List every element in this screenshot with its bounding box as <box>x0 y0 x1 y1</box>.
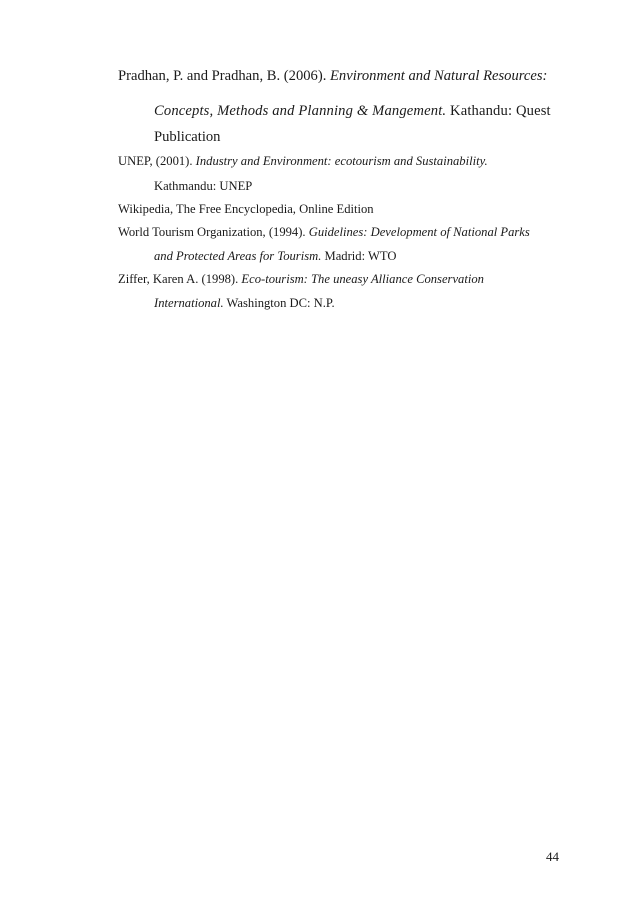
reference-publisher: Kathmandu: UNEP <box>154 179 253 193</box>
reference-publisher: Madrid: WTO <box>321 249 397 263</box>
reference-ziffer-line1 <box>118 273 484 286</box>
reference-authors: UNEP, (2001). <box>118 154 196 168</box>
reference-title: International. <box>154 296 224 310</box>
reference-title: Concepts, Methods and Planning & Mangement. <box>154 103 447 119</box>
reference-unep-line1 <box>118 155 488 168</box>
reference-wto-line1 <box>118 226 530 239</box>
reference-authors: World Tourism Organization, (1994). <box>118 225 309 239</box>
reference-unep-line2 <box>154 180 252 193</box>
reference-ziffer-line2 <box>154 297 335 310</box>
reference-title: Guidelines: Development of National Parks <box>308 225 530 239</box>
reference-text: Wikipedia, The Free Encyclopedia, Online Edition <box>118 202 374 216</box>
reference-pradhan-line2 <box>154 104 551 119</box>
page-number: 44 <box>546 849 559 864</box>
reference-authors: Pradhan, P. and Pradhan, B. (2006). <box>118 68 330 84</box>
reference-title: Eco-tourism: The uneasy Alliance Conservation <box>241 272 484 286</box>
reference-wikipedia <box>118 203 374 216</box>
reference-title: Environment and Natural Resources: <box>330 68 548 84</box>
reference-authors: Ziffer, Karen A. (1998). <box>118 272 242 286</box>
reference-wto-line2 <box>154 250 396 263</box>
reference-pradhan-line3 <box>154 130 220 145</box>
reference-publisher: Kathandu: Quest <box>446 103 551 119</box>
reference-publisher: Publication <box>154 129 221 145</box>
reference-title: and Protected Areas for Tourism. <box>154 249 322 263</box>
reference-title: Industry and Environment: ecotourism and Sustainability. <box>195 154 488 168</box>
reference-publisher: Washington DC: N.P. <box>223 296 335 310</box>
reference-pradhan-line1 <box>118 69 547 84</box>
